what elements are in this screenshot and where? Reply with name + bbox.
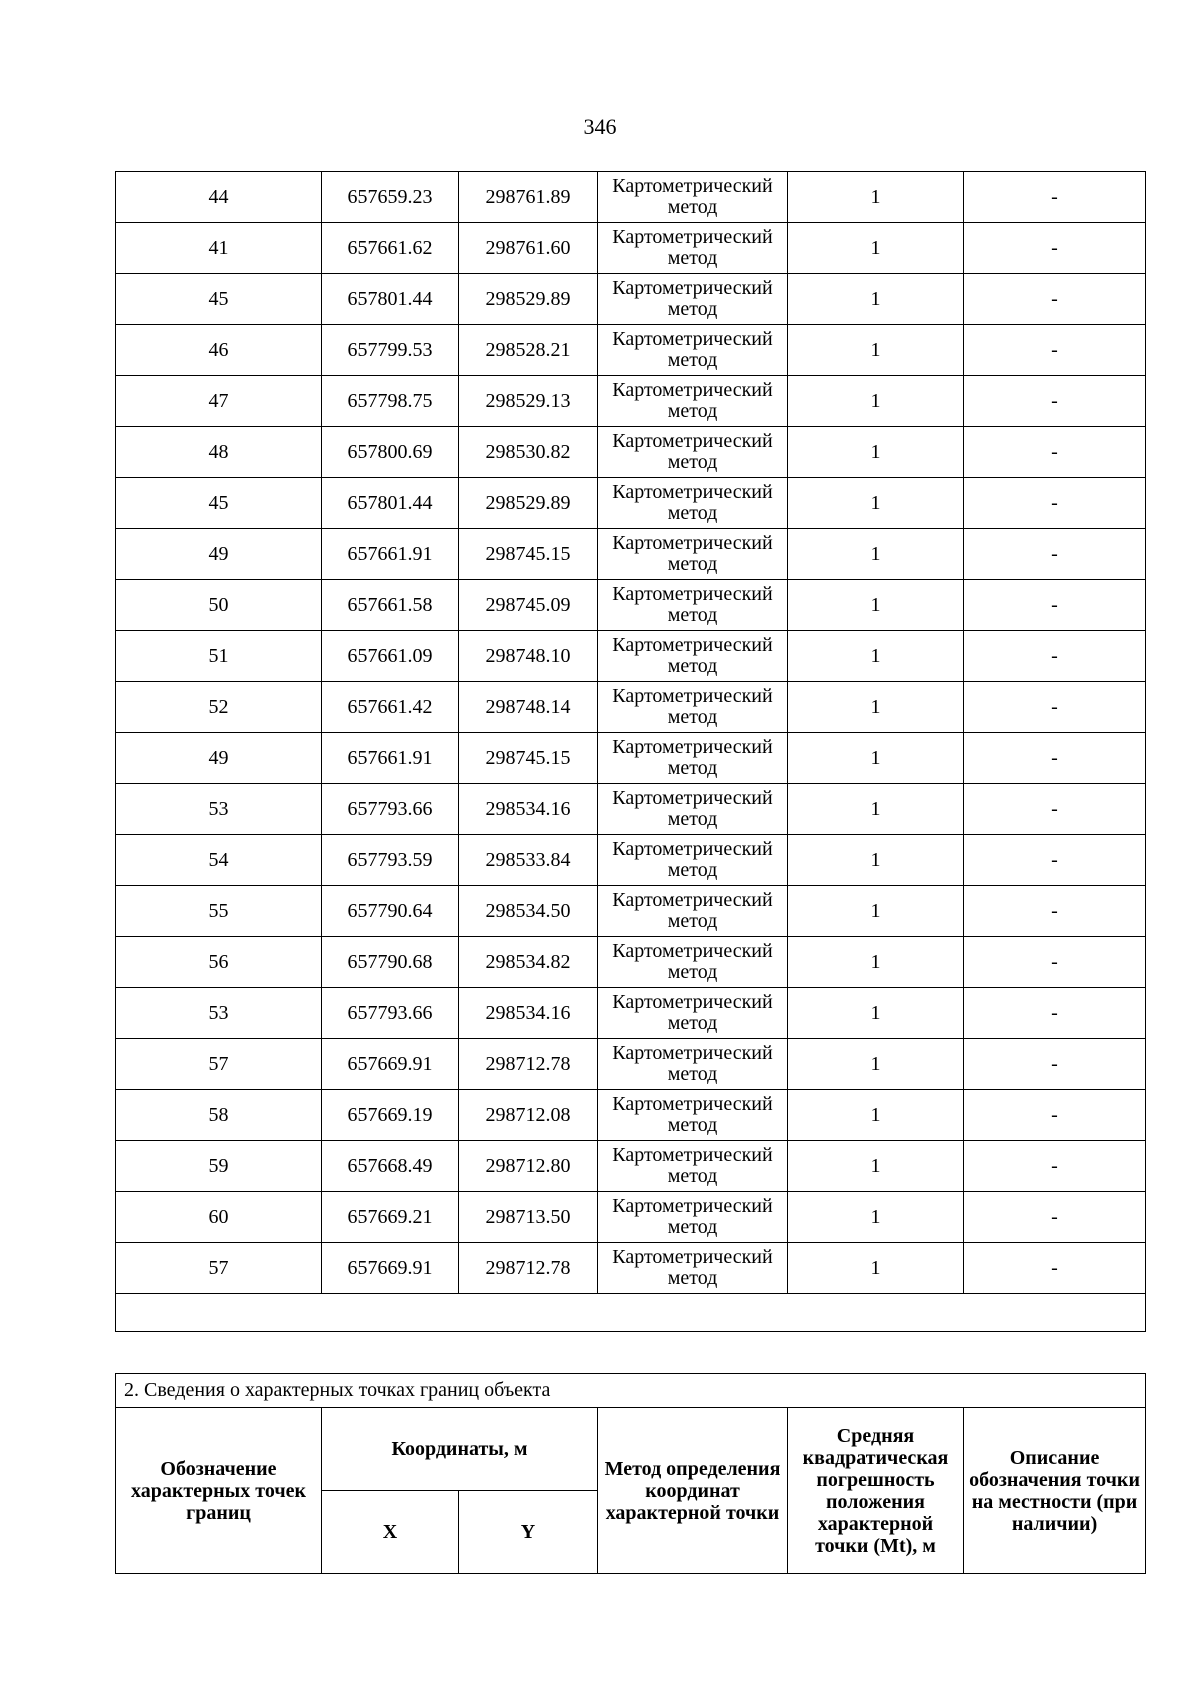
cell-method: Картометрический метод	[598, 937, 788, 988]
cell-error: 1	[788, 733, 964, 784]
table-row	[116, 988, 1146, 1039]
table-row	[116, 835, 1146, 886]
cell-method: Картометрический метод	[598, 1192, 788, 1243]
cell-description: -	[964, 427, 1146, 478]
cell-point: 50	[116, 580, 322, 631]
cell-point: 56	[116, 937, 322, 988]
table-row	[116, 274, 1146, 325]
table-row	[116, 1192, 1146, 1243]
cell-description: -	[964, 1141, 1146, 1192]
header-method: Метод определения координат характерной точки	[598, 1408, 788, 1574]
cell-method: Картометрический метод	[598, 1039, 788, 1090]
cell-point: 53	[116, 988, 322, 1039]
cell-method: Картометрический метод	[598, 172, 788, 223]
cell-y: 298533.84	[459, 835, 598, 886]
cell-method: Картометрический метод	[598, 274, 788, 325]
cell-y: 298761.89	[459, 172, 598, 223]
cell-y: 298745.15	[459, 733, 598, 784]
cell-error: 1	[788, 223, 964, 274]
cell-point: 60	[116, 1192, 322, 1243]
cell-point: 52	[116, 682, 322, 733]
cell-y: 298529.13	[459, 376, 598, 427]
cell-x: 657790.64	[322, 886, 459, 937]
cell-method: Картометрический метод	[598, 988, 788, 1039]
cell-description: -	[964, 376, 1146, 427]
cell-point: 46	[116, 325, 322, 376]
page-number: 346	[583, 114, 617, 139]
cell-description: -	[964, 784, 1146, 835]
header-point: Обозначение характерных точек границ	[116, 1408, 322, 1574]
cell-y: 298748.14	[459, 682, 598, 733]
cell-x: 657669.21	[322, 1192, 459, 1243]
cell-x: 657669.19	[322, 1090, 459, 1141]
cell-error: 1	[788, 1243, 964, 1294]
cell-x: 657800.69	[322, 427, 459, 478]
cell-point: 54	[116, 835, 322, 886]
cell-y: 298745.15	[459, 529, 598, 580]
cell-description: -	[964, 1243, 1146, 1294]
cell-description: -	[964, 682, 1146, 733]
cell-y: 298713.50	[459, 1192, 598, 1243]
cell-description: -	[964, 1090, 1146, 1141]
table-row	[116, 529, 1146, 580]
boundary-points-table	[115, 171, 1146, 1332]
cell-description: -	[964, 1192, 1146, 1243]
cell-error: 1	[788, 784, 964, 835]
header-description: Описание обозначения точки на местности (при наличии)	[964, 1408, 1146, 1574]
cell-method: Картометрический метод	[598, 376, 788, 427]
cell-y: 298534.16	[459, 988, 598, 1039]
table-row	[116, 1090, 1146, 1141]
cell-point: 57	[116, 1039, 322, 1090]
cell-point: 41	[116, 223, 322, 274]
cell-x: 657669.91	[322, 1039, 459, 1090]
table-row	[116, 1243, 1146, 1294]
table-row	[116, 223, 1146, 274]
cell-point: 44	[116, 172, 322, 223]
cell-error: 1	[788, 376, 964, 427]
cell-description: -	[964, 835, 1146, 886]
cell-point: 53	[116, 784, 322, 835]
cell-description: -	[964, 937, 1146, 988]
cell-error: 1	[788, 631, 964, 682]
cell-x: 657790.68	[322, 937, 459, 988]
cell-method: Картометрический метод	[598, 1141, 788, 1192]
cell-y: 298534.50	[459, 886, 598, 937]
header-coordinates: Координаты, м	[322, 1408, 598, 1491]
cell-y: 298534.16	[459, 784, 598, 835]
header-y: Y	[459, 1491, 598, 1574]
section-title-row	[116, 1374, 1146, 1408]
cell-x: 657661.91	[322, 733, 459, 784]
header-x: X	[322, 1491, 459, 1574]
cell-error: 1	[788, 1192, 964, 1243]
cell-y: 298712.78	[459, 1039, 598, 1090]
cell-point: 57	[116, 1243, 322, 1294]
table-row	[116, 784, 1146, 835]
cell-point: 48	[116, 427, 322, 478]
cell-error: 1	[788, 937, 964, 988]
cell-method: Картометрический метод	[598, 835, 788, 886]
cell-y: 298761.60	[459, 223, 598, 274]
cell-error: 1	[788, 172, 964, 223]
cell-point: 45	[116, 274, 322, 325]
cell-y: 298745.09	[459, 580, 598, 631]
cell-y: 298529.89	[459, 478, 598, 529]
cell-method: Картометрический метод	[598, 325, 788, 376]
cell-error: 1	[788, 886, 964, 937]
cell-x: 657793.66	[322, 988, 459, 1039]
cell-x: 657798.75	[322, 376, 459, 427]
header-row-1	[116, 1408, 1146, 1491]
cell-x: 657661.91	[322, 529, 459, 580]
cell-point: 49	[116, 529, 322, 580]
table-row	[116, 172, 1146, 223]
table-row	[116, 682, 1146, 733]
cell-method: Картометрический метод	[598, 682, 788, 733]
cell-error: 1	[788, 682, 964, 733]
cell-error: 1	[788, 835, 964, 886]
cell-method: Картометрический метод	[598, 223, 788, 274]
cell-error: 1	[788, 274, 964, 325]
table-row	[116, 580, 1146, 631]
cell-error: 1	[788, 988, 964, 1039]
cell-method: Картометрический метод	[598, 529, 788, 580]
cell-method: Картометрический метод	[598, 1243, 788, 1294]
cell-error: 1	[788, 580, 964, 631]
table-row	[116, 325, 1146, 376]
cell-method: Картометрический метод	[598, 631, 788, 682]
cell-method: Картометрический метод	[598, 886, 788, 937]
cell-method: Картометрический метод	[598, 580, 788, 631]
cell-error: 1	[788, 1090, 964, 1141]
cell-description: -	[964, 733, 1146, 784]
table-row	[116, 937, 1146, 988]
table-row	[116, 631, 1146, 682]
cell-description: -	[964, 1039, 1146, 1090]
cell-x: 657661.58	[322, 580, 459, 631]
cell-error: 1	[788, 478, 964, 529]
cell-point: 47	[116, 376, 322, 427]
section-title: 2. Сведения о характерных точках границ объекта	[116, 1374, 1146, 1408]
cell-x: 657669.91	[322, 1243, 459, 1294]
cell-description: -	[964, 631, 1146, 682]
cell-x: 657799.53	[322, 325, 459, 376]
cell-x: 657801.44	[322, 478, 459, 529]
cell-x: 657661.42	[322, 682, 459, 733]
cell-method: Картометрический метод	[598, 427, 788, 478]
cell-y: 298748.10	[459, 631, 598, 682]
cell-description: -	[964, 274, 1146, 325]
empty-row	[116, 1294, 1146, 1332]
cell-error: 1	[788, 427, 964, 478]
cell-method: Картометрический метод	[598, 733, 788, 784]
cell-description: -	[964, 478, 1146, 529]
cell-description: -	[964, 886, 1146, 937]
cell-method: Картометрический метод	[598, 478, 788, 529]
cell-description: -	[964, 172, 1146, 223]
cell-y: 298530.82	[459, 427, 598, 478]
cell-x: 657661.09	[322, 631, 459, 682]
boundary-points-body	[116, 172, 1146, 1332]
table-row	[116, 478, 1146, 529]
cell-point: 51	[116, 631, 322, 682]
cell-point: 59	[116, 1141, 322, 1192]
cell-error: 1	[788, 529, 964, 580]
cell-method: Картометрический метод	[598, 784, 788, 835]
table-row	[116, 427, 1146, 478]
cell-x: 657801.44	[322, 274, 459, 325]
cell-error: 1	[788, 1141, 964, 1192]
cell-x: 657661.62	[322, 223, 459, 274]
cell-description: -	[964, 580, 1146, 631]
cell-point: 45	[116, 478, 322, 529]
table-row	[116, 886, 1146, 937]
table-row	[116, 376, 1146, 427]
cell-y: 298712.08	[459, 1090, 598, 1141]
table-row	[116, 733, 1146, 784]
cell-x: 657793.59	[322, 835, 459, 886]
empty-cell	[116, 1294, 1146, 1332]
cell-x: 657793.66	[322, 784, 459, 835]
table-row	[116, 1039, 1146, 1090]
header-error: Средняя квадратическая погрешность положения характерной точки (Mt), м	[788, 1408, 964, 1574]
cell-method: Картометрический метод	[598, 1090, 788, 1141]
section-2-table	[115, 1373, 1146, 1574]
cell-point: 49	[116, 733, 322, 784]
cell-point: 55	[116, 886, 322, 937]
table-row	[116, 1141, 1146, 1192]
cell-point: 58	[116, 1090, 322, 1141]
cell-error: 1	[788, 325, 964, 376]
cell-x: 657668.49	[322, 1141, 459, 1192]
cell-description: -	[964, 529, 1146, 580]
cell-description: -	[964, 988, 1146, 1039]
cell-x: 657659.23	[322, 172, 459, 223]
cell-y: 298534.82	[459, 937, 598, 988]
cell-description: -	[964, 325, 1146, 376]
cell-y: 298529.89	[459, 274, 598, 325]
cell-y: 298712.80	[459, 1141, 598, 1192]
cell-error: 1	[788, 1039, 964, 1090]
cell-y: 298712.78	[459, 1243, 598, 1294]
cell-description: -	[964, 223, 1146, 274]
cell-y: 298528.21	[459, 325, 598, 376]
